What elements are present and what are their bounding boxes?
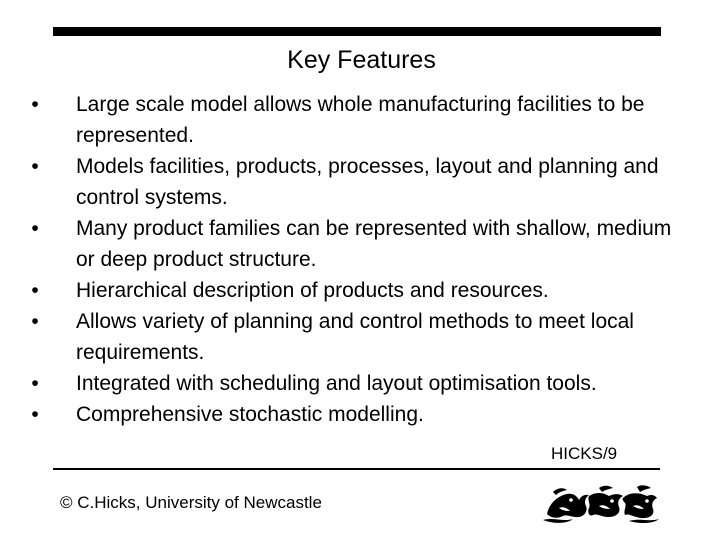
bullet-item — [23, 213, 693, 275]
bullet-icon: • — [31, 372, 39, 395]
bullet-item — [23, 275, 693, 306]
bullet-text: Large scale model allows whole manufacturing facilities to be represented. — [76, 93, 645, 147]
bullet-text: Models facilities, products, processes, layout and planning and control systems. — [76, 155, 659, 209]
bullet-icon: • — [31, 217, 39, 240]
bullet-item — [23, 306, 693, 368]
slide-title: Key Features — [287, 46, 436, 74]
bullet-text: Comprehensive stochastic modelling. — [76, 403, 424, 426]
bottom-rule — [53, 468, 660, 470]
page-reference: HICKS/9 — [551, 444, 618, 463]
copyright-notice: © C.Hicks, University of Newcastle — [60, 493, 322, 512]
heraldic-lion-crest-icon — [543, 484, 659, 524]
bullet-text: Integrated with scheduling and layout optimisation tools. — [76, 372, 597, 395]
bullet-item — [23, 151, 693, 213]
bullet-text: Allows variety of planning and control methods to meet local requirements. — [76, 310, 634, 364]
bullet-icon: • — [31, 155, 39, 178]
bullet-text: Hierarchical description of products and resources. — [76, 279, 549, 302]
bullet-item — [23, 399, 693, 430]
bullet-item — [23, 89, 693, 151]
bullet-list — [23, 89, 693, 430]
bullet-icon: • — [31, 93, 39, 116]
bullet-text: Many product families can be represented with shallow, medium or deep product structure. — [76, 217, 672, 271]
bullet-item — [23, 368, 693, 399]
bullet-icon: • — [31, 310, 39, 333]
bullet-icon: • — [31, 403, 39, 426]
top-rule — [53, 27, 661, 36]
bullet-icon: • — [31, 279, 39, 302]
